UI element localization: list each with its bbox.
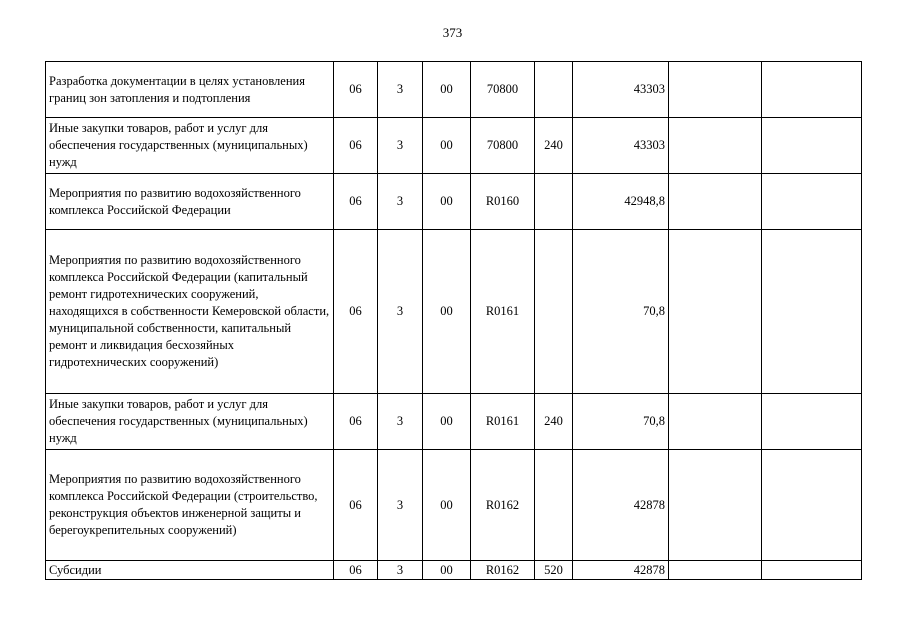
row-program: 00 xyxy=(423,230,471,394)
row-section: 06 xyxy=(334,174,378,230)
row-amount: 70,8 xyxy=(573,230,669,394)
row-subsection: 3 xyxy=(378,450,423,561)
row-expense-type xyxy=(535,230,573,394)
table-row xyxy=(46,118,862,174)
row-article: R0161 xyxy=(471,394,535,450)
row-empty-cell xyxy=(669,62,762,118)
row-amount: 70,8 xyxy=(573,394,669,450)
row-description: Иные закупки товаров, работ и услуг для обеспечения государственных (муниципальных) нужд xyxy=(46,118,334,174)
row-subsection: 3 xyxy=(378,174,423,230)
row-amount: 42948,8 xyxy=(573,174,669,230)
row-section: 06 xyxy=(334,118,378,174)
row-empty-cell xyxy=(762,230,862,394)
row-section: 06 xyxy=(334,394,378,450)
row-subsection: 3 xyxy=(378,118,423,174)
row-empty-cell xyxy=(669,230,762,394)
row-subsection: 3 xyxy=(378,230,423,394)
row-section: 06 xyxy=(334,62,378,118)
row-program: 00 xyxy=(423,394,471,450)
row-empty-cell xyxy=(762,450,862,561)
row-expense-type xyxy=(535,450,573,561)
row-subsection: 3 xyxy=(378,62,423,118)
row-amount: 42878 xyxy=(573,561,669,580)
table-row xyxy=(46,230,862,394)
row-description: Иные закупки товаров, работ и услуг для обеспечения государственных (муниципальных) нужд xyxy=(46,394,334,450)
row-expense-type: 240 xyxy=(535,118,573,174)
row-empty-cell xyxy=(762,174,862,230)
row-description: Разработка документации в целях установления границ зон затопления и подтопления xyxy=(46,62,334,118)
page-number: 373 xyxy=(442,25,463,40)
row-amount: 43303 xyxy=(573,62,669,118)
row-expense-type xyxy=(535,62,573,118)
row-empty-cell xyxy=(669,561,762,580)
row-article: 70800 xyxy=(471,118,535,174)
row-program: 00 xyxy=(423,450,471,561)
row-empty-cell xyxy=(669,174,762,230)
row-program: 00 xyxy=(423,174,471,230)
row-empty-cell xyxy=(762,62,862,118)
row-section: 06 xyxy=(334,230,378,394)
row-subsection: 3 xyxy=(378,394,423,450)
row-section: 06 xyxy=(334,561,378,580)
table-row xyxy=(46,174,862,230)
row-article: R0162 xyxy=(471,450,535,561)
row-program: 00 xyxy=(423,118,471,174)
row-empty-cell xyxy=(762,561,862,580)
row-empty-cell xyxy=(762,394,862,450)
budget-table xyxy=(45,61,862,580)
table-row xyxy=(46,450,862,561)
row-description: Мероприятия по развитию водохозяйственного комплекса Российской Федерации (строительство, реконструкция объектов инженерной защиты и берегоукрепительных сооружений) xyxy=(46,450,334,561)
table-row xyxy=(46,62,862,118)
row-section: 06 xyxy=(334,450,378,561)
row-subsection: 3 xyxy=(378,561,423,580)
row-article: 70800 xyxy=(471,62,535,118)
row-empty-cell xyxy=(669,118,762,174)
row-empty-cell xyxy=(762,118,862,174)
row-description: Мероприятия по развитию водохозяйственного комплекса Российской Федерации (капитальный ремонт гидротехнических сооружений, находящихся в собственности Кемеровской области, муниципальной собственности, капитальный ремонт и ликвидация бесхозяйных гидротехнических сооружений) xyxy=(46,230,334,394)
row-description: Субсидии xyxy=(46,561,334,580)
table-row xyxy=(46,561,862,580)
row-empty-cell xyxy=(669,394,762,450)
row-description: Мероприятия по развитию водохозяйственного комплекса Российской Федерации xyxy=(46,174,334,230)
row-article: R0161 xyxy=(471,230,535,394)
row-amount: 42878 xyxy=(573,450,669,561)
row-expense-type: 520 xyxy=(535,561,573,580)
row-article: R0160 xyxy=(471,174,535,230)
row-empty-cell xyxy=(669,450,762,561)
table-row xyxy=(46,394,862,450)
row-article: R0162 xyxy=(471,561,535,580)
row-program: 00 xyxy=(423,62,471,118)
row-program: 00 xyxy=(423,561,471,580)
row-expense-type xyxy=(535,174,573,230)
row-amount: 43303 xyxy=(573,118,669,174)
row-expense-type: 240 xyxy=(535,394,573,450)
